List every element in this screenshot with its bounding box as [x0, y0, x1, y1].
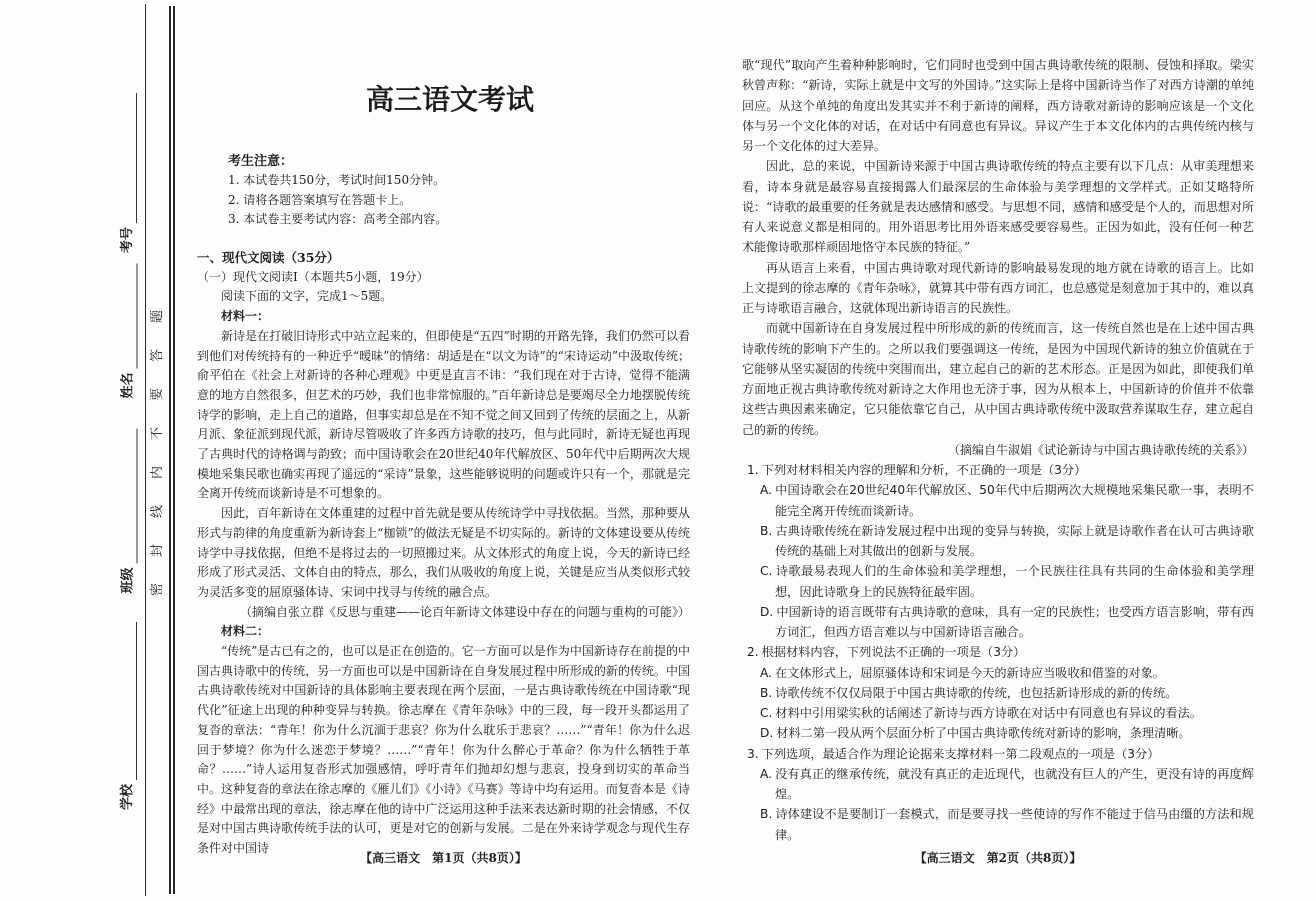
field-label: 姓名 — [120, 371, 135, 398]
material-paragraph: 因此，百年新诗在文体重建的过程中首先就是要从传统诗学中寻找依据。当然，那种要从形式与韵律的角度重新为新诗套上“枷锁”的做法无疑是不切实际的。新诗的文体建设要从传统诗学中寻找依据，但绝不是将过去的一切照搬过来。从文体形式的角度上说，今天的新诗已经形成了形式灵活、文体自由的特点，那么，我们从吸收的角度上说，关键是应当从类似形式较为灵活多变的屈原骚体诗、宋词中找寻与传统的融合点。 — [197, 506, 690, 599]
question-3 — [742, 744, 1254, 845]
option-label: B. — [760, 523, 773, 538]
notice-item: 1. 本试卷共150分，考试时间150分钟。 — [228, 173, 446, 188]
option-label: A. — [760, 665, 772, 680]
blank-line — [119, 93, 137, 223]
field-label: 考号 — [120, 226, 135, 253]
option-b — [742, 804, 1254, 845]
school-field — [119, 622, 137, 810]
exam-notice — [228, 152, 668, 229]
section-subheading: （一）现代文阅读Ⅰ（本题共5小题，19分） — [197, 269, 429, 284]
question-text: 根据材料内容，下列说法不正确的一项是（3分） — [761, 645, 1026, 660]
material-paragraph-continued: 歌“现代”取向产生着种种影响时，它们同时也受到中国古典诗歌传统的限制、侵蚀和择取。梁实秋曾声称：“新诗，实际上就是中文写的外国诗。”这实际上是将中国新诗当作了对西方诗潮的单纯回应。从这个单纯的角度出发其实并不利于新诗的阐释，西方诗歌对新诗的影响应该是一个文化体与另一个文化体的对话，在对话中有同意也有异议。异议产生于本文化体内的古典传统内核与另一个文化体的过大差异。 — [742, 58, 1254, 153]
option-text: 中国诗歌会在20世纪40年代解放区、50年代中后期两次大规模地采集民歌一事，表明不能完全离开传统而谈新诗。 — [775, 483, 1254, 518]
option-a — [742, 480, 1254, 521]
blank-line — [119, 428, 137, 563]
option-a — [742, 764, 1254, 805]
seal-line — [169, 6, 171, 894]
blank-line — [119, 622, 137, 780]
material-paragraph: “传统”是古已有之的，也可以是正在创造的。它一方面可以是作为中国新诗存在前提的中国古典诗歌中的传统，另一方面也可以是中国新诗在自身发展过程中所形成的新的传统。中国古典诗歌传统对中国新诗的具体影响主要表现在两个层面，一是古典诗歌传统在中国诗歌“现代化”征途上出现的种种变异与转换。徐志摩在《青年杂咏》中的三段，每一段开头都运用了复沓的章法：“青年！你为什么沉湎于悲哀？你为什么耽乐于悲哀？……”“青年！你为什么迟回于梦境？你为什么迷恋于梦境？……”“青年！你为什么醉心于革命？你为什么牺牲于革命？……”诗人运用复沓形式加强感情，呼吁青年们抛却幻想与悲哀，投身到切实的革命当中。这种复沓的章法在徐志摩的《雁儿们》《小诗》《马赛》等诗中均有运用。而复沓本是《诗经》中最常出现的章法，徐志摩在他的诗中广泛运用这种手法来表达新时期的社会情感，不仅是对中国古典诗歌传统手法的认可，更是对它的创新与发展。二是在外来诗学观念与现代生存条件对中国诗 — [197, 644, 690, 856]
material-paragraph: 再从语言上来看，中国古典诗歌对现代新诗的影响最易发现的地方就在诗歌的语言上。比如上文提到的徐志摩的《青年杂咏》，就算其中带有西方词汇，也总感觉是刻意加于其中的，难以真正与诗歌语言融合，这就体现出新诗语言的民族性。 — [742, 260, 1254, 315]
page2-column — [742, 55, 1254, 849]
option-text: 材料中引用梁实秋的话阐述了新诗与西方诗歌在对话中有同意也有异议的看法。 — [775, 706, 1202, 720]
class-field — [119, 428, 137, 593]
material-source: （摘编自张立群《反思与重建——论百年新诗文体建设中存在的问题与重构的可能》） — [239, 604, 690, 619]
section-heading: 一、现代文阅读（35分） — [197, 250, 340, 265]
notice-item: 2. 请将各题答案填写在答题卡上。 — [228, 192, 412, 207]
option-label: A. — [760, 766, 772, 781]
exam-number-field — [119, 93, 137, 253]
question-number: 1. — [747, 463, 759, 477]
reading-instruction: 阅读下面的文字，完成1～5题。 — [221, 289, 393, 304]
option-b — [742, 521, 1254, 562]
question-text: 下列对材料相关内容的理解和分析，不正确的一项是（3分） — [761, 463, 1087, 477]
option-text: 古典诗歌传统在新诗发展过程中出现的变异与转换，实际上就是诗歌作者在认可古典诗歌传统的基础上对其做出的创新与发展。 — [775, 523, 1254, 558]
material-label: 材料二： — [221, 624, 270, 639]
option-d — [742, 723, 1254, 743]
question-2 — [742, 642, 1254, 743]
question-stem — [742, 460, 1254, 480]
question-stem — [742, 744, 1254, 764]
option-text: 没有真正的继承传统，就没有真正的走近现代，也就没有巨人的产生，更没有诗的再度辉煌。 — [775, 766, 1254, 801]
option-label: D. — [760, 604, 774, 619]
binding-line — [145, 4, 146, 896]
material-paragraph: 新诗是在打破旧诗形式中站立起来的，但即使是“五四”时期的开路先锋，我们仍然可以看到他们对传统持有的一种近乎“暧昧”的情绪：胡适是在“以文为诗”的“宋诗运动”中汲取传统；俞平伯在《社会上对新诗的各种心理观》中更是直言不讳：“我们现在对于古诗，觉得不能满意的地方自然很多，但艺术的巧妙，我们也非常惊服的。”百年新诗总是要竭尽全力地摆脱传统诗学的影响，走上自己的道路，但事实却总是在不知不觉之间又回到了传统的层面之上，从新月派、象征派到现代派，新诗尽管吸收了许多西方诗歌的技巧，但与此同时，新诗无疑也再现了古典时代的诗格调与韵致；而中国诗歌会在20世纪40年代解放区、50年代中后期两次大规模地采集民歌也确实再现了遥远的“采诗”景象，这些能够说明的问题或许只有一个，那就是完全离开传统而谈新诗是不可想象的。 — [197, 328, 690, 501]
notice-heading: 考生注意： — [228, 154, 294, 169]
seal-line — [173, 6, 175, 894]
page-footer: 【高三语文 第2页（共8页）】 — [914, 851, 1082, 865]
option-text: 材料二第一段从两个层面分析了中国古典诗歌传统对新诗的影响，条理清晰。 — [776, 726, 1191, 741]
question-number: 2. — [747, 645, 759, 660]
page-footer: 【高三语文 第1页（共8页）】 — [360, 851, 527, 865]
page-title: 高三语文考试 — [365, 83, 534, 116]
page1-column — [197, 248, 690, 856]
material-label: 材料一： — [221, 309, 270, 324]
option-text: 在文体形式上，屈原骚体诗和宋词是今天的新诗应当吸收和借鉴的对象。 — [775, 665, 1165, 680]
seal-notice: 密封线内不要答题 — [150, 283, 165, 596]
option-label: B. — [760, 807, 773, 822]
name-field — [119, 263, 137, 398]
field-label: 学校 — [120, 783, 135, 810]
option-label: C. — [760, 564, 773, 579]
option-a — [742, 663, 1254, 683]
question-number: 3. — [747, 746, 759, 761]
question-stem — [742, 642, 1254, 662]
question-text: 下列选项，最适合作为理论论据来支撑材料一第二段观点的一项是（3分） — [761, 746, 1160, 761]
option-b — [742, 683, 1254, 703]
blank-line — [119, 263, 137, 368]
option-text: 诗歌最易表现人们的生命体验和美学理想，一个民族往往具有共同的生命体验和美学理想，因此诗歌身上的民族特征最牢固。 — [775, 564, 1254, 599]
material-paragraph: 而就中国新诗在自身发展过程中所形成的新的传统而言，这一传统自然也是在上述中国古典诗歌传统的影响下产生的。之所以我们要强调这一传统，是因为中国现代新诗的独立价值就在于它能够从坚实凝固的传统中突围而出，建立起自己的新的艺术形态。正是因为如此，即使我们单方面地正视古典诗歌传统对新诗之大作用也无济于事，因为从根本上，中国新诗的价值并不依靠这些古典因素来确定，它只能依靠它自己，从中国古典诗歌传统中汲取营养谋取生存，建立起自己的新的传统。 — [742, 321, 1254, 437]
option-text: 诗体建设不是要制订一套模式，而是要寻找一些使诗的写作不能过于信马由缰的方法和规律。 — [775, 807, 1254, 842]
field-label: 班级 — [120, 566, 135, 593]
option-c — [742, 703, 1254, 723]
material-source: （摘编自牛淑娟《试论新诗与中国古典诗歌传统的关系》） — [947, 442, 1254, 457]
option-label: C. — [760, 706, 773, 720]
notice-item: 3. 本试卷主要考试内容：高考全部内容。 — [228, 211, 448, 226]
option-label: B. — [760, 685, 773, 700]
option-label: D. — [760, 726, 774, 741]
option-label: A. — [760, 483, 772, 498]
option-text: 中国新诗的语言既带有古典诗歌的意味，具有一定的民族性；也受西方语言影响，带有西方词汇，但西方语言难以与中国新诗语言融合。 — [775, 604, 1254, 639]
option-text: 诗歌传统不仅仅局限于中国古典诗歌的传统，也包括新诗形成的新的传统。 — [775, 685, 1178, 700]
option-c — [742, 561, 1254, 602]
material-paragraph: 因此，总的来说，中国新诗来源于中国古典诗歌传统的特点主要有以下几点：从审美理想来看，诗本身就是最容易直接揭露人们最深层的生命体验与美学理想的文学样式。正如艾略特所说：“诗歌的最重要的任务就是表达感情和感受。与思想不同，感情和感受是个人的，而思想对所有人来说意义都是相同的。用外语思考比用外语来感受要容易些。正因为如此，没有任何一种艺术能像诗歌那样顽固地恪守本民族的特征。” — [742, 159, 1254, 255]
option-d — [742, 602, 1254, 643]
question-1 — [742, 460, 1254, 642]
